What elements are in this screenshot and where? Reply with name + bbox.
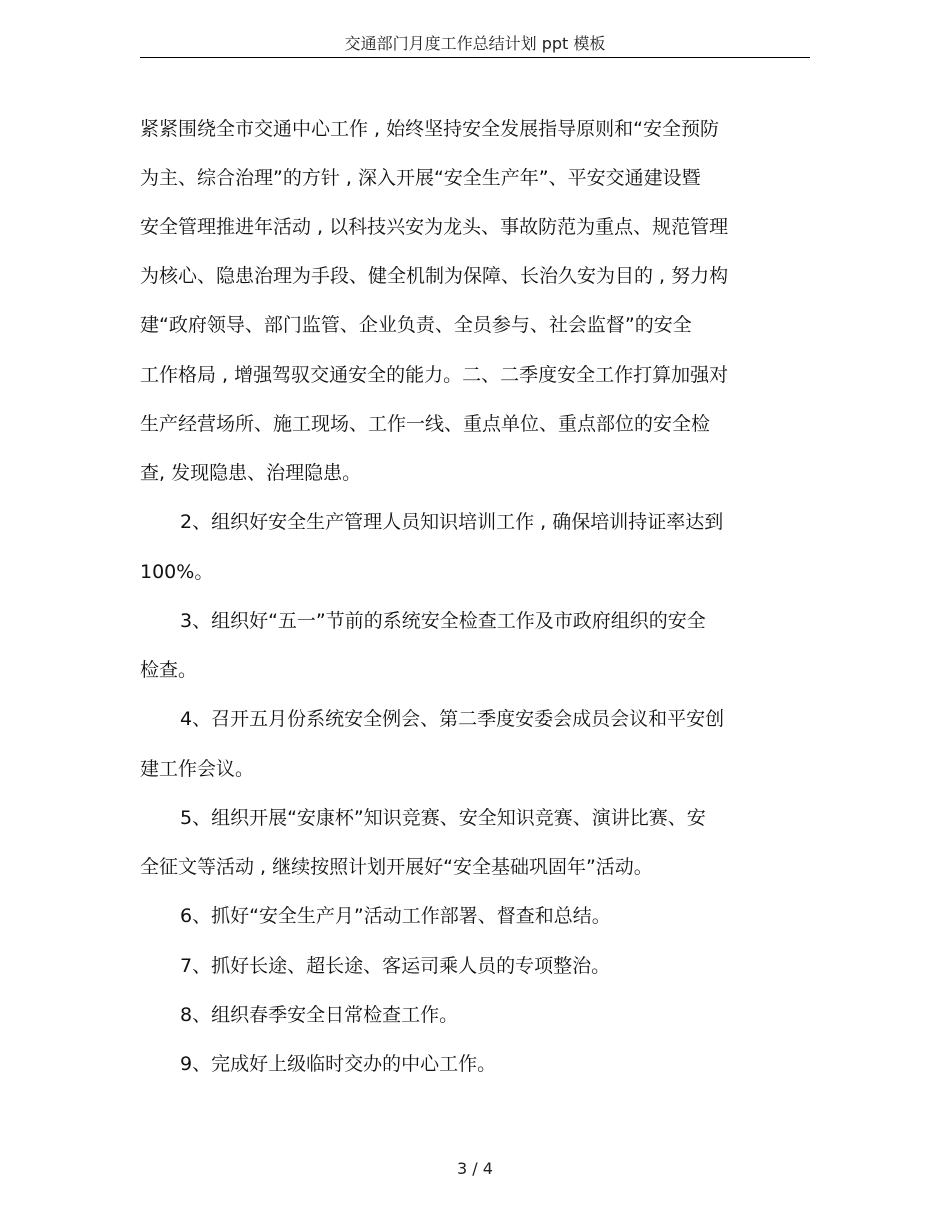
list-item-2-continued: 100%。 <box>140 561 214 583</box>
paragraph-line: 紧紧围绕全市交通中心工作 , 始终坚持安全发展指导原则和“安全预防 <box>140 118 719 140</box>
list-item-4-continued: 建工作会议。 <box>140 758 255 780</box>
page-number: 3 / 4 <box>457 1159 493 1178</box>
paragraph-line: 生产经营场所、施工现场、工作一线、重点单位、重点部位的安全检 <box>140 413 711 435</box>
list-item-3-continued: 检查。 <box>140 659 198 681</box>
header-divider <box>140 57 810 58</box>
page-header-title: 交通部门月度工作总结计划 ppt 模板 <box>344 34 606 53</box>
paragraph-line: 安全管理推进年活动 , 以科技兴安为龙头、事故防范为重点、规范管理 <box>140 216 729 238</box>
paragraph-line: 为核心、隐患治理为手段、健全机制为保障、长治久安为目的 , 努力构 <box>140 265 729 287</box>
list-item-2: 2、组织好安全生产管理人员知识培训工作 , 确保培训持证率达到 <box>180 511 724 533</box>
list-item-8: 8、组织春季安全日常检查工作。 <box>180 1004 459 1026</box>
paragraph-line: 查, 发现隐患、治理隐患。 <box>140 462 362 484</box>
list-item-5: 5、组织开展“安康杯”知识竞赛、安全知识竞赛、演讲比赛、安 <box>180 807 706 829</box>
list-item-5-continued: 全征文等活动 , 继续按照计划开展好“安全基础巩固年”活动。 <box>140 856 653 878</box>
paragraph-line: 建“政府领导、部门监管、企业负责、全员参与、社会监督”的安全 <box>140 314 692 336</box>
list-item-4: 4、召开五月份系统安全例会、第二季度安委会成员会议和平安创 <box>180 708 725 730</box>
list-item-9: 9、完成好上级临时交办的中心工作。 <box>180 1053 497 1075</box>
list-item-7: 7、抓好长途、超长途、客运司乘人员的专项整治。 <box>180 955 611 977</box>
list-item-6: 6、抓好“安全生产月”活动工作部署、督查和总结。 <box>180 905 611 927</box>
paragraph-line: 工作格局 , 增强驾驭交通安全的能力。二、二季度安全工作打算加强对 <box>140 364 729 386</box>
paragraph-line: 为主、综合治理”的方针 , 深入开展“安全生产年”、平安交通建设暨 <box>140 167 701 189</box>
list-item-3: 3、组织好“五一”节前的系统安全检查工作及市政府组织的安全 <box>180 610 706 632</box>
